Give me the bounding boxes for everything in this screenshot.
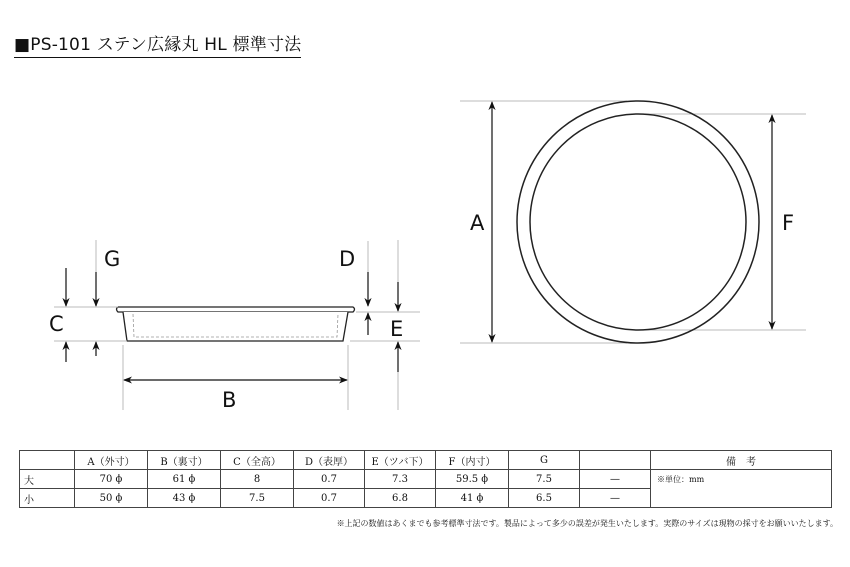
table-header: C（全高） bbox=[221, 451, 294, 470]
table-cell: 70 ϕ bbox=[75, 470, 148, 489]
table-cell: 0.7 bbox=[294, 470, 365, 489]
top-view bbox=[460, 101, 806, 343]
table-header-remarks: 備 考 bbox=[651, 451, 832, 470]
table-header: D（表厚） bbox=[294, 451, 365, 470]
outer-rim-circle bbox=[517, 101, 759, 343]
table-cell: 61 ϕ bbox=[148, 470, 221, 489]
table-header bbox=[20, 451, 75, 470]
label-F: F bbox=[782, 211, 795, 235]
table-cell: 7.5 bbox=[509, 470, 580, 489]
table-cell: 6.5 bbox=[509, 489, 580, 508]
table-header: G bbox=[509, 451, 580, 470]
table-cell: 41 ϕ bbox=[436, 489, 509, 508]
table-cell: 0.7 bbox=[294, 489, 365, 508]
table-header: F（内寸） bbox=[436, 451, 509, 470]
table-header bbox=[580, 451, 651, 470]
remarks-note: ※単位：mm bbox=[651, 470, 832, 508]
label-E: E bbox=[390, 317, 404, 341]
table-cell: 59.5 ϕ bbox=[436, 470, 509, 489]
label-B: B bbox=[222, 388, 237, 412]
dim-F bbox=[772, 115, 794, 329]
label-A: A bbox=[470, 211, 485, 235]
inner-rim-circle bbox=[530, 114, 746, 330]
side-view-flange bbox=[117, 307, 355, 312]
dim-C bbox=[49, 268, 66, 362]
table-header: A（外寸） bbox=[75, 451, 148, 470]
table-cell: — bbox=[580, 470, 651, 489]
label-G: G bbox=[104, 247, 121, 271]
table-cell: 7.3 bbox=[365, 470, 436, 489]
row-label-large: 大 bbox=[20, 470, 75, 489]
table-header-row bbox=[20, 451, 832, 470]
table-header: B（裏寸） bbox=[148, 451, 221, 470]
table-header: E（ツバ下） bbox=[365, 451, 436, 470]
table-cell: 43 ϕ bbox=[148, 489, 221, 508]
side-view bbox=[117, 307, 355, 341]
table-row bbox=[20, 470, 832, 489]
spec-table bbox=[19, 450, 832, 508]
page-title: ■PS-101 ステン広縁丸 HL 標準寸法 bbox=[14, 35, 301, 58]
table-cell: 50 ϕ bbox=[75, 489, 148, 508]
label-D: D bbox=[339, 247, 356, 271]
table-cell: — bbox=[580, 489, 651, 508]
row-label-small: 小 bbox=[20, 489, 75, 508]
dim-A bbox=[470, 102, 492, 342]
table-cell: 7.5 bbox=[221, 489, 294, 508]
dim-G bbox=[96, 247, 120, 356]
disclaimer-note: ※上記の数値はあくまでも参考標準寸法です。製品によって多少の誤差が発生いたします。実際のサイズは現物の採寸をお願いいたします。 bbox=[336, 519, 838, 528]
table-cell: 8 bbox=[221, 470, 294, 489]
table-cell: 6.8 bbox=[365, 489, 436, 508]
dim-E bbox=[390, 282, 403, 372]
dim-B bbox=[124, 380, 347, 412]
label-C: C bbox=[49, 312, 64, 336]
